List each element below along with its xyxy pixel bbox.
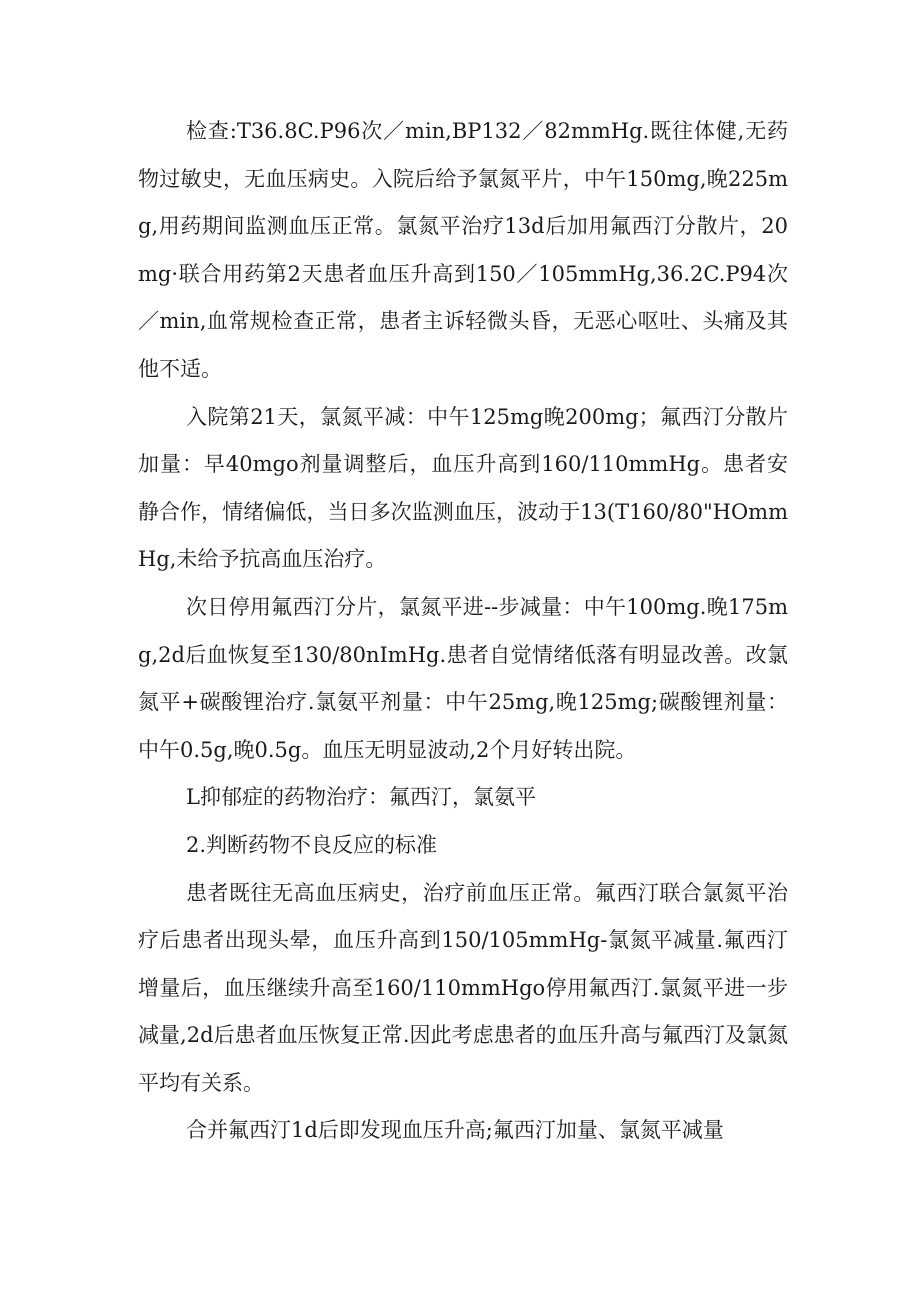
- document-body: [138, 108, 788, 1155]
- paragraph-analysis: 患者既往无高血压病史，治疗前血压正常。氟西汀联合氯氮平治疗后患者出现头晕，血压升高到150/105mmHg-氯氮平减量.氟西汀增量后，血压继续升高至160/110mmHgo停用氟西汀.氯氮平进一步减量,2d后患者血压恢复正常.因此考虑患者的血压升高与氟西汀及氯氮平均有关系。: [138, 880, 788, 1095]
- paragraph-combination: 合并氟西汀1d后即发现血压升高;氟西汀加量、氯氮平减量: [186, 1118, 724, 1143]
- paragraph-next-day: 次日停用氟西汀分片，氯氮平进--步减量：中午100mg.晚175mg,2d后血恢复至130/80nImHg.患者自觉情绪低落有明显改善。改氯氮平+碳酸锂治疗.氯氨平剂量：中午25mg,晚125mg;碳酸锂剂量：中午0.5g,晚0.5g。血压无明显波动,2个月好转出院。: [138, 594, 788, 762]
- paragraph-day-21: 入院第21天，氯氮平减：中午125mg晚200mg；氟西汀分散片加量：早40mgo剂量调整后，血压升高到160/110mmHg。患者安静合作，情绪偏低，当日多次监测血压，波动于13(T160/80"HOmmHg,未给予抗高血压治疗。: [138, 404, 788, 572]
- heading-drug-treatment: L抑郁症的药物治疗：氟西汀，氯氨平: [186, 785, 536, 810]
- paragraph-examination: 检查:T36.8C.P96次／min,BP132／82mmHg.既往体健,无药物过敏史，无血压病史。入院后给予氯氮平片，中午150mg,晚225mg,用药期间监测血压正常。氯氮平治疗13d后加用氟西汀分散片，20mg·联合用药第2天患者血压升高到150／105mmHg,36.2C.P94次／min,血常规检查正常，患者主诉轻微头昏，无恶心呕吐、头痛及其他不适。: [138, 119, 788, 381]
- heading-adverse-reaction-criteria: 2.判断药物不良反应的标准: [186, 832, 438, 857]
